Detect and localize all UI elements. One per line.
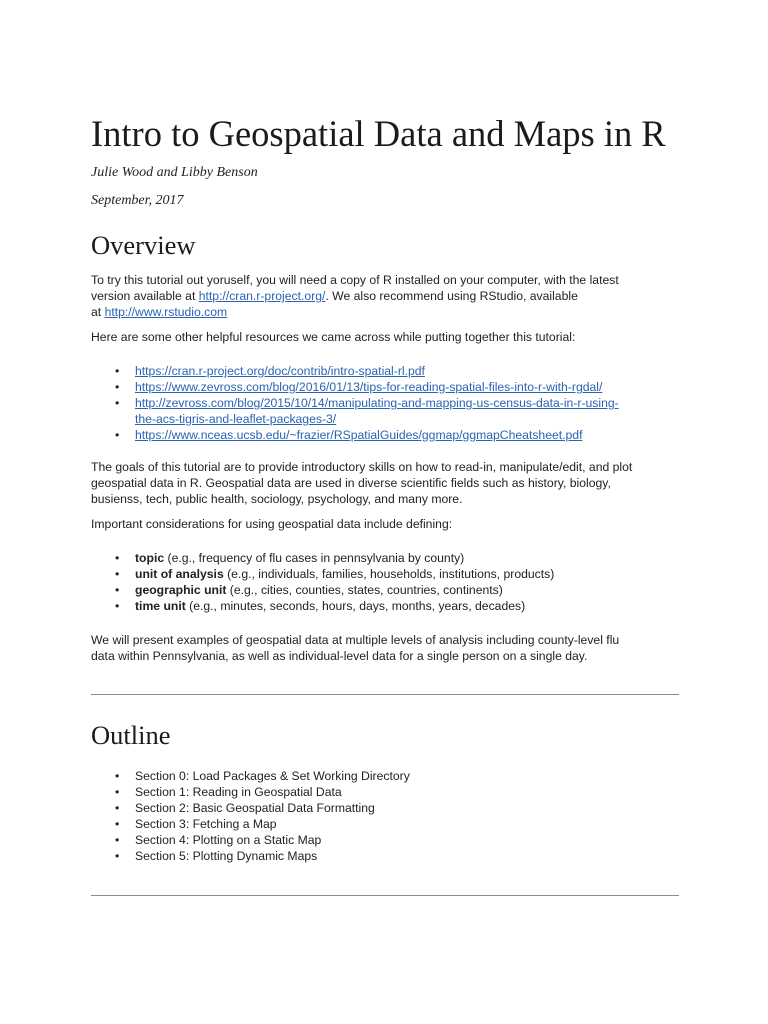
list-item bbox=[91, 816, 679, 832]
outline-heading: Outline bbox=[91, 720, 171, 750]
list-item bbox=[91, 566, 679, 582]
intro-line-1: To try this tutorial out yoruself, you will need a copy of R installed on your computer, with the latest bbox=[91, 273, 619, 287]
outline-list bbox=[91, 768, 679, 864]
publication-date: September, 2017 bbox=[91, 193, 184, 208]
consideration-term: geographic unit bbox=[135, 583, 227, 597]
intro-text: version available at bbox=[91, 289, 199, 303]
section-divider bbox=[91, 694, 679, 695]
consideration-term: unit of analysis bbox=[135, 567, 224, 581]
list-item bbox=[91, 848, 679, 864]
outline-item: Section 4: Plotting on a Static Map bbox=[135, 833, 322, 847]
consideration-desc: (e.g., cities, counties, states, countries, continents) bbox=[226, 583, 503, 597]
resource-link[interactable]: https://cran.r-project.org/doc/contrib/intro-spatial-rl.pdf bbox=[135, 364, 425, 378]
consideration-term: time unit bbox=[135, 599, 186, 613]
authors: Julie Wood and Libby Benson bbox=[91, 165, 258, 180]
resource-link[interactable]: https://www.zevross.com/blog/2016/01/13/tips-for-reading-spatial-files-into-r-with-rgdal/ bbox=[135, 380, 603, 394]
closing-line: data within Pennsylvania, as well as individual-level data for a single person on a single day. bbox=[91, 649, 588, 663]
document-title: Intro to Geospatial Data and Maps in R bbox=[91, 113, 666, 154]
resource-link[interactable]: http://zevross.com/blog/2015/10/14/manipulating-and-mapping-us-census-data-in-r-using- bbox=[135, 396, 619, 410]
list-item bbox=[91, 768, 679, 784]
outline-item: Section 0: Load Packages & Set Working Directory bbox=[135, 769, 410, 783]
list-item bbox=[91, 800, 679, 816]
bullet: • bbox=[115, 599, 120, 613]
list-item bbox=[91, 550, 679, 566]
bullet: • bbox=[115, 785, 120, 799]
intro-line-2 bbox=[91, 288, 679, 304]
section-divider bbox=[91, 895, 679, 896]
list-item bbox=[91, 832, 679, 848]
intro-text: . We also recommend using RStudio, available bbox=[325, 289, 578, 303]
consideration-term: topic bbox=[135, 551, 165, 565]
intro-text: at bbox=[91, 305, 105, 319]
bullet: • bbox=[115, 428, 120, 442]
list-item bbox=[91, 363, 679, 379]
bullet: • bbox=[115, 396, 120, 410]
consideration-desc: (e.g., individuals, families, households, institutions, products) bbox=[223, 567, 555, 581]
goals-paragraph bbox=[91, 459, 679, 507]
considerations-intro: Important considerations for using geospatial data include defining: bbox=[91, 517, 453, 531]
resources-intro: Here are some other helpful resources we came across while putting together this tutorial: bbox=[91, 330, 576, 344]
outline-item: Section 5: Plotting Dynamic Maps bbox=[135, 849, 318, 863]
list-item bbox=[91, 784, 679, 800]
bullet: • bbox=[115, 833, 120, 847]
resource-link[interactable]: https://www.nceas.ucsb.edu/~frazier/RSpatialGuides/ggmap/ggmapCheatsheet.pdf bbox=[135, 428, 583, 442]
resources-list bbox=[91, 363, 679, 443]
overview-heading: Overview bbox=[91, 230, 196, 260]
list-item bbox=[91, 598, 679, 614]
closing-line: We will present examples of geospatial data at multiple levels of analysis including county-level flu bbox=[91, 633, 620, 647]
goals-line: geospatial data in R. Geospatial data are used in diverse scientific fields such as history, biology, bbox=[91, 476, 611, 490]
list-item bbox=[91, 395, 679, 427]
list-item bbox=[91, 427, 679, 443]
bullet: • bbox=[115, 364, 120, 378]
consideration-desc: (e.g., minutes, seconds, hours, days, months, years, decades) bbox=[185, 599, 526, 613]
considerations-list bbox=[91, 550, 679, 614]
goals-line: busienss, tech, public health, sociology, psychology, and many more. bbox=[91, 492, 463, 506]
bullet: • bbox=[115, 817, 120, 831]
bullet: • bbox=[115, 567, 120, 581]
bullet: • bbox=[115, 849, 120, 863]
overview-intro-paragraph bbox=[91, 272, 679, 320]
goals-line: The goals of this tutorial are to provide introductory skills on how to read-in, manipulate/edit, and plot bbox=[91, 460, 633, 474]
bullet: • bbox=[115, 801, 120, 815]
intro-line-3 bbox=[91, 304, 679, 320]
list-item bbox=[91, 379, 679, 395]
cran-link[interactable]: http://cran.r-project.org/ bbox=[198, 289, 326, 303]
list-item bbox=[91, 582, 679, 598]
outline-item: Section 2: Basic Geospatial Data Formatting bbox=[135, 801, 375, 815]
bullet: • bbox=[115, 769, 120, 783]
bullet: • bbox=[115, 551, 120, 565]
consideration-desc: (e.g., frequency of flu cases in pennsylvania by county) bbox=[164, 551, 465, 565]
closing-paragraph bbox=[91, 632, 679, 664]
outline-item: Section 1: Reading in Geospatial Data bbox=[135, 785, 342, 799]
bullet: • bbox=[115, 380, 120, 394]
bullet: • bbox=[115, 583, 120, 597]
outline-item: Section 3: Fetching a Map bbox=[135, 817, 277, 831]
rstudio-link[interactable]: http://www.rstudio.com bbox=[104, 305, 228, 319]
resource-link-continued[interactable]: the-acs-tigris-and-leaflet-packages-3/ bbox=[135, 412, 337, 426]
